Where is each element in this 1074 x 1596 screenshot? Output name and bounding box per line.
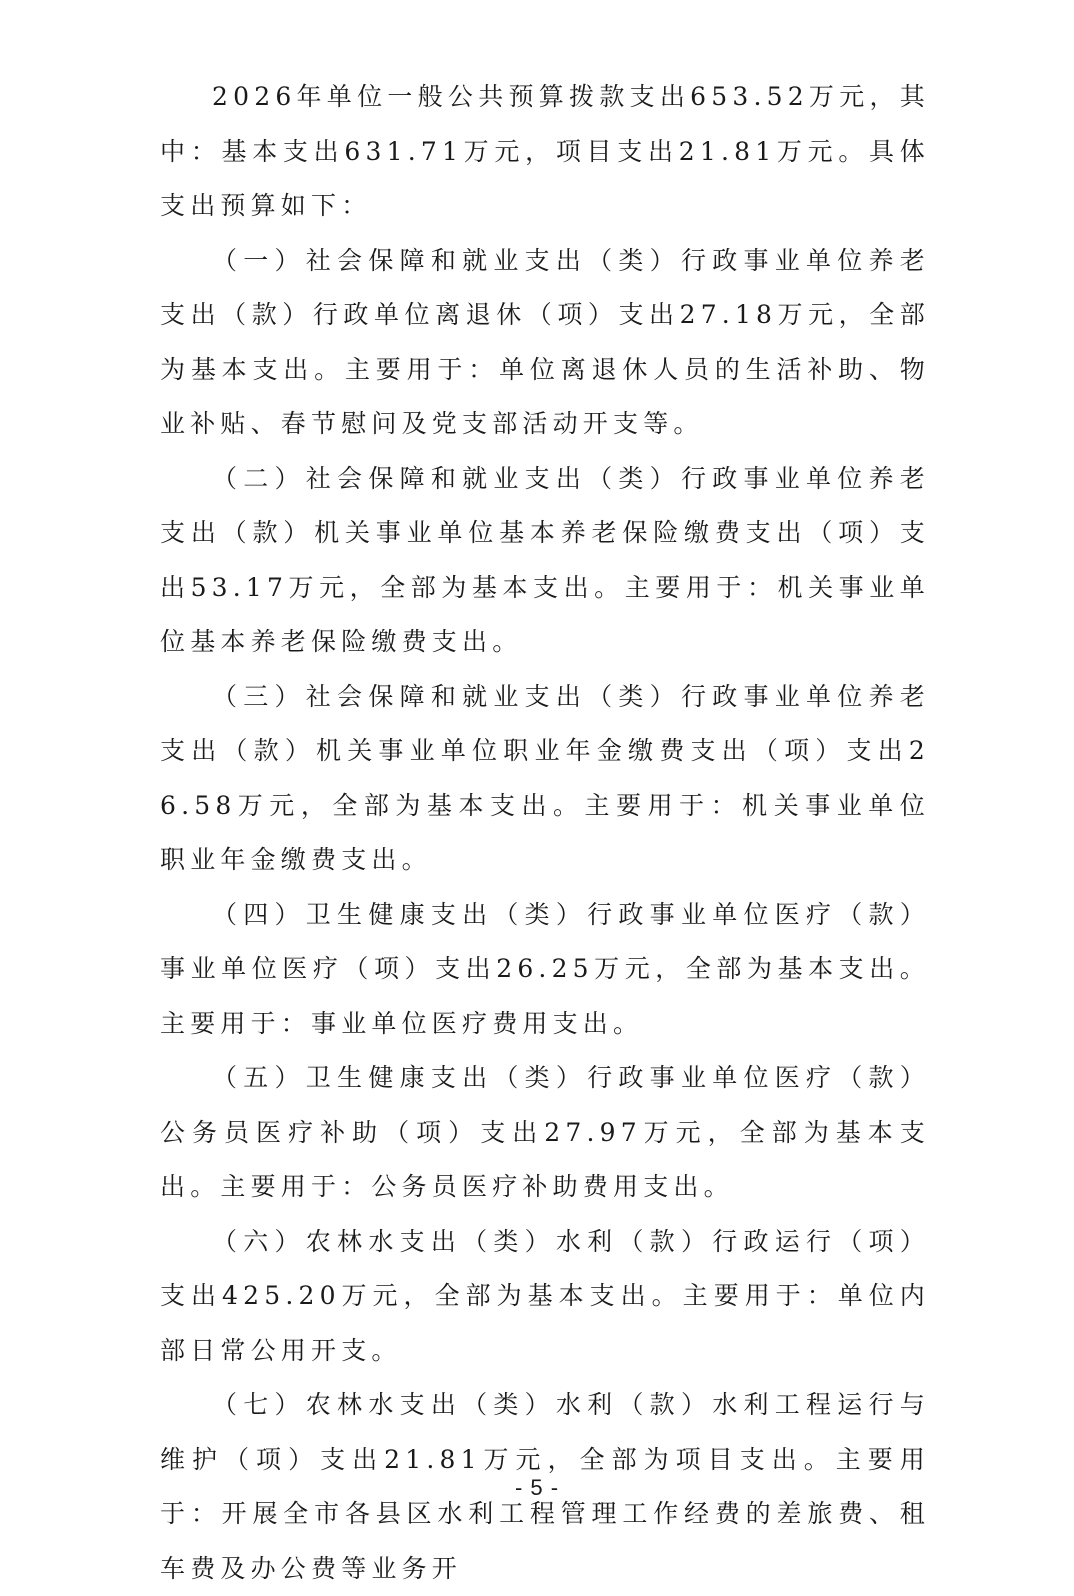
document-body (160, 70, 930, 1596)
paragraph-item-3: （三）社会保障和就业支出（类）行政事业单位养老支出（款）机关事业单位职业年金缴费支出（项）支出26.58万元，全部为基本支出。主要用于：机关事业单位职业年金缴费支出。 (160, 681, 930, 874)
paragraph-item-4: （四）卫生健康支出（类）行政事业单位医疗（款）事业单位医疗（项）支出26.25万元，全部为基本支出。主要用于：事业单位医疗费用支出。 (160, 899, 930, 1038)
paragraph-item-7: （七）农林水支出（类）水利（款）水利工程运行与维护（项）支出21.81万元，全部为项目支出。主要用于：开展全市各县区水利工程管理工作经费的差旅费、租车费及办公费等业务开 (160, 1390, 930, 1583)
paragraph-item-1: （一）社会保障和就业支出（类）行政事业单位养老支出（款）行政单位离退休（项）支出27.18万元，全部为基本支出。主要用于：单位离退休人员的生活补助、物业补贴、春节慰问及党支部活动开支等。 (160, 245, 930, 438)
paragraph-item-6: （六）农林水支出（类）水利（款）行政运行（项）支出425.20万元，全部为基本支出。主要用于：单位内部日常公用开支。 (160, 1226, 930, 1365)
paragraph-item-5: （五）卫生健康支出（类）行政事业单位医疗（款）公务员医疗补助（项）支出27.97万元，全部为基本支出。主要用于：公务员医疗补助费用支出。 (160, 1063, 930, 1201)
page-number: - 5 - (514, 1475, 560, 1500)
paragraph-item-2: （二）社会保障和就业支出（类）行政事业单位养老支出（款）机关事业单位基本养老保险缴费支出（项）支出53.17万元，全部为基本支出。主要用于：机关事业单位基本养老保险缴费支出。 (160, 463, 930, 656)
paragraph-summary: 2026年单位一般公共预算拨款支出653.52万元，其中：基本支出631.71万元，项目支出21.81万元。具体支出预算如下： (160, 82, 930, 220)
